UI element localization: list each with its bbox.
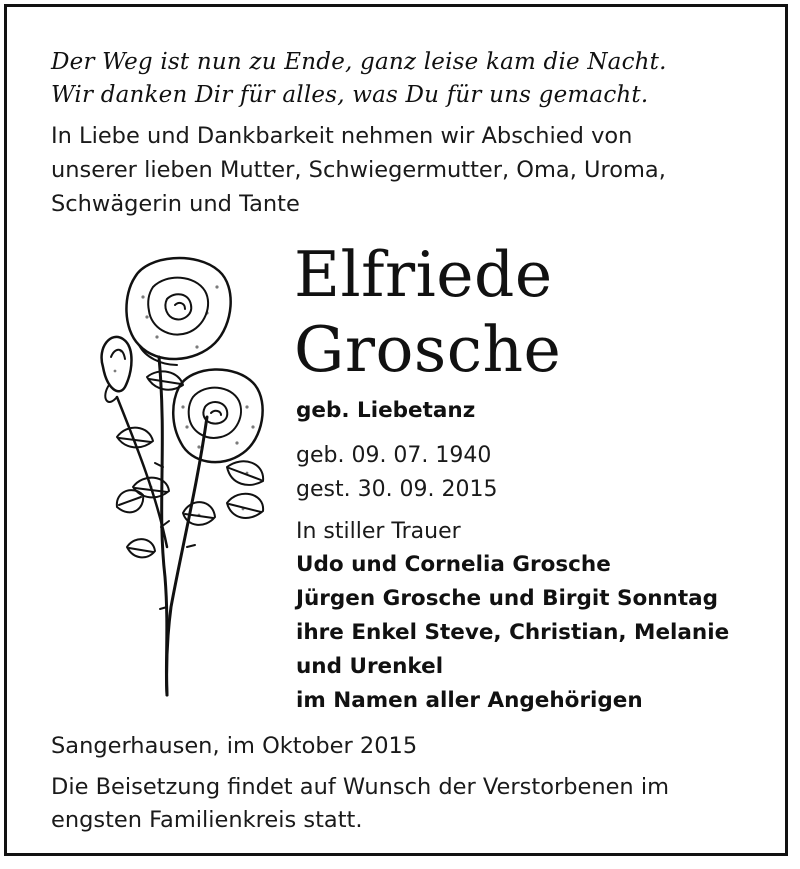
mourner-line: und Urenkel xyxy=(296,654,444,679)
mourner-line: Jürgen Grosche und Birgit Sonntag xyxy=(296,586,719,611)
verse-line-2: Wir danken Dir für alles, was Du für uns gemacht. xyxy=(51,82,649,108)
mourner-line: Udo und Cornelia Grosche xyxy=(296,552,611,577)
verse-line-1: Der Weg ist nun zu Ende, ganz leise kam die Nacht. xyxy=(51,49,667,75)
deceased-last-name: Grosche xyxy=(294,313,562,386)
obituary-notice xyxy=(4,4,788,856)
mourners-heading: In stiller Trauer xyxy=(296,519,461,544)
mourner-line: ihre Enkel Steve, Christian, Melanie xyxy=(296,620,730,645)
place-date: Sangerhausen, im Oktober 2015 xyxy=(51,733,418,759)
rose-icon xyxy=(87,247,287,707)
burial-note-line-1: Die Beisetzung findet auf Wunsch der Verstorbenen im xyxy=(51,774,670,800)
burial-note-line-2: engsten Familienkreis statt. xyxy=(51,807,363,833)
intro-line-1: In Liebe und Dankbarkeit nehmen wir Abschied von xyxy=(51,123,633,149)
deceased-first-name: Elfriede xyxy=(294,238,553,311)
mourner-line: im Namen aller Angehörigen xyxy=(296,688,643,713)
intro-line-3: Schwägerin und Tante xyxy=(51,191,300,217)
death-date: gest. 30. 09. 2015 xyxy=(296,477,498,502)
birth-date: geb. 09. 07. 1940 xyxy=(296,443,492,468)
intro-line-2: unserer lieben Mutter, Schwiegermutter, Oma, Uroma, xyxy=(51,157,666,183)
maiden-name: geb. Liebetanz xyxy=(296,398,476,423)
